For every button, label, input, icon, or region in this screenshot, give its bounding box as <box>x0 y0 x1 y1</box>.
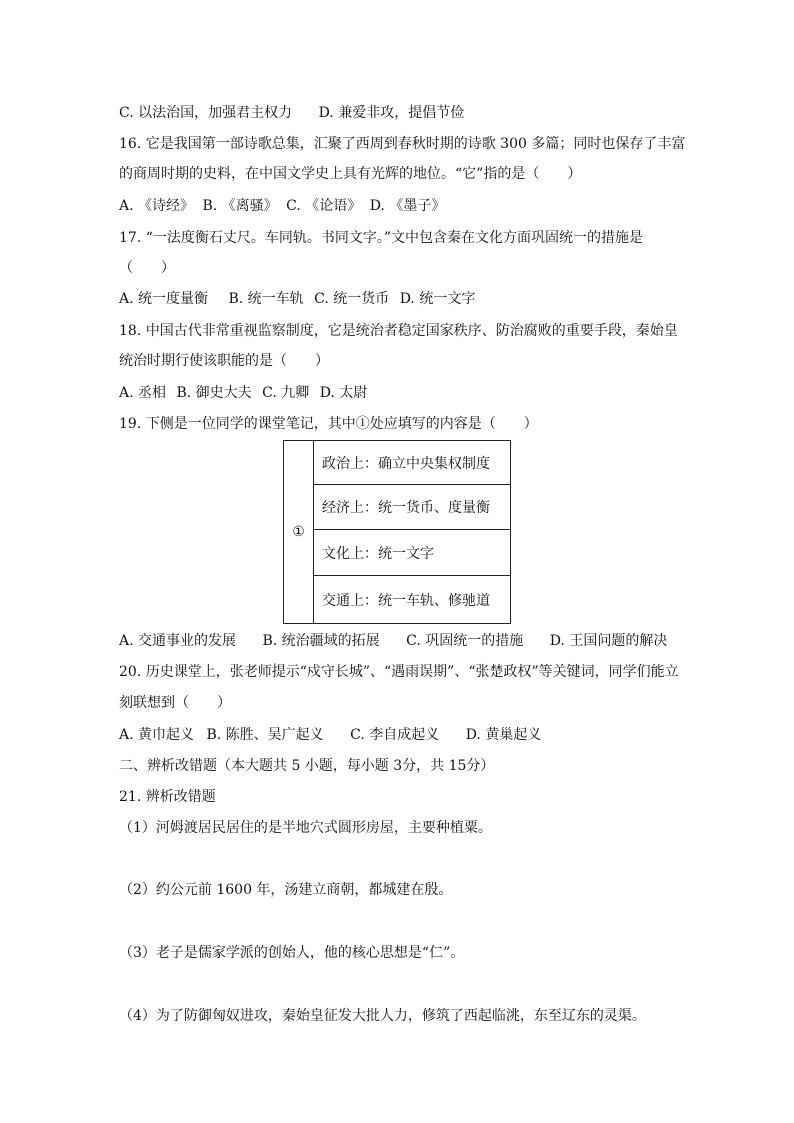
q16-option-a: A. 《诗经》 <box>119 198 195 214</box>
q20-option-c: C. 李自成起义 <box>350 727 440 743</box>
q21-item-2: （2）约公元前 1600 年，汤建立商朝，都城建在殷。 <box>119 882 453 898</box>
q19-options <box>119 631 667 651</box>
q20-option-d: D. 黄巢起义 <box>465 727 542 743</box>
q16-option-d: D. 《墨子》 <box>369 198 446 214</box>
q18-option-d: D. 太尉 <box>319 385 368 401</box>
notes-row-economy: 经济上：统一货币、度量衡 <box>314 485 510 530</box>
q16-option-b: B. 《离骚》 <box>202 198 278 214</box>
q21-item-3: （3）老子是儒家学派的创始人，他的核心思想是“仁”。 <box>119 945 465 961</box>
q21-title: 21. 辨析改错题 <box>119 789 216 805</box>
q21-item-4: （4）为了防御匈奴进攻，秦始皇征发大批人力，修筑了西起临洮，东至辽东的灵渠。 <box>119 1008 646 1024</box>
notes-blank-marker: ① <box>284 441 314 623</box>
q17-option-a: A. 统一度量衡 <box>119 291 209 307</box>
q16-stem-line-1: 16. 它是我国第一部诗歌总集，汇聚了西周到春秋时期的诗歌 300 多篇；同时也保存了丰富 <box>119 136 686 152</box>
q18-options <box>119 383 367 403</box>
q18-option-b: B. 御史大夫 <box>176 385 252 401</box>
notes-row-culture: 文化上：统一文字 <box>314 530 510 576</box>
class-notes-table <box>283 440 511 624</box>
q21-item-1: （1）河姆渡居民居住的是半地穴式圆形房屋，主要种植粟。 <box>119 820 492 836</box>
q19-option-a: A. 交通事业的发展 <box>119 633 237 649</box>
q17-stem-line-2: （ ） <box>119 260 175 276</box>
q18-option-c: C. 九卿 <box>262 385 310 401</box>
notes-row-transport: 交通上：统一车轨、修驰道 <box>322 592 490 609</box>
q16-options <box>119 196 445 216</box>
q20-option-b: B. 陈胜、吴广起义 <box>206 727 324 743</box>
q17-option-c: C. 统一货币 <box>314 291 390 307</box>
q18-option-a: A. 丞相 <box>119 385 167 401</box>
q17-option-d: D. 统一文字 <box>399 291 476 307</box>
section-2-heading: 二、辨析改错题（本大题共 5 小题，每小题 3分，共 15分） <box>119 758 495 774</box>
q17-stem-line-1: 17. “一法度衡石丈尺。车同轨。书同文字。”文中包含秦在文化方面巩固统一的措施是 <box>119 230 644 246</box>
q15-option-d: D. 兼爱非攻，提倡节俭 <box>318 105 465 121</box>
q20-options <box>119 725 541 745</box>
q20-option-a: A. 黄巾起义 <box>119 727 195 743</box>
q17-option-b: B. 统一车轨 <box>228 291 304 307</box>
q18-stem-line-1: 18. 中国古代非常重视监察制度，它是统治者稳定国家秩序、防治腐败的重要手段，秦始皇 <box>119 323 678 339</box>
q20-stem-line-1: 20. 历史课堂上，张老师提示“戍守长城”、“遇雨误期”、“张楚政权”等关键词，同学们能立 <box>119 664 679 680</box>
q18-stem-line-2: 统治时期行使该职能的是（ ） <box>119 353 329 369</box>
q16-option-c: C. 《论语》 <box>286 198 362 214</box>
q19-option-d: D. 王国问题的解决 <box>549 633 668 649</box>
q20-stem-line-2: 刻联想到（ ） <box>119 695 231 711</box>
q16-stem-line-2: 的商周时期的史料，在中国文学史上具有光辉的地位。“它”指的是（ ） <box>119 166 582 182</box>
q19-option-c: C. 巩固统一的措施 <box>406 633 524 649</box>
q15-option-c: C. 以法治国，加强君主权力 <box>119 105 293 121</box>
q15-options <box>119 103 464 123</box>
q19-option-b: B. 统治疆域的拓展 <box>262 633 380 649</box>
q19-stem: 19. 下侧是一位同学的课堂笔记，其中①处应填写的内容是（ ） <box>119 416 538 432</box>
notes-row-politics: 政治上：确立中央集权制度 <box>314 441 510 485</box>
q17-options <box>119 289 475 309</box>
